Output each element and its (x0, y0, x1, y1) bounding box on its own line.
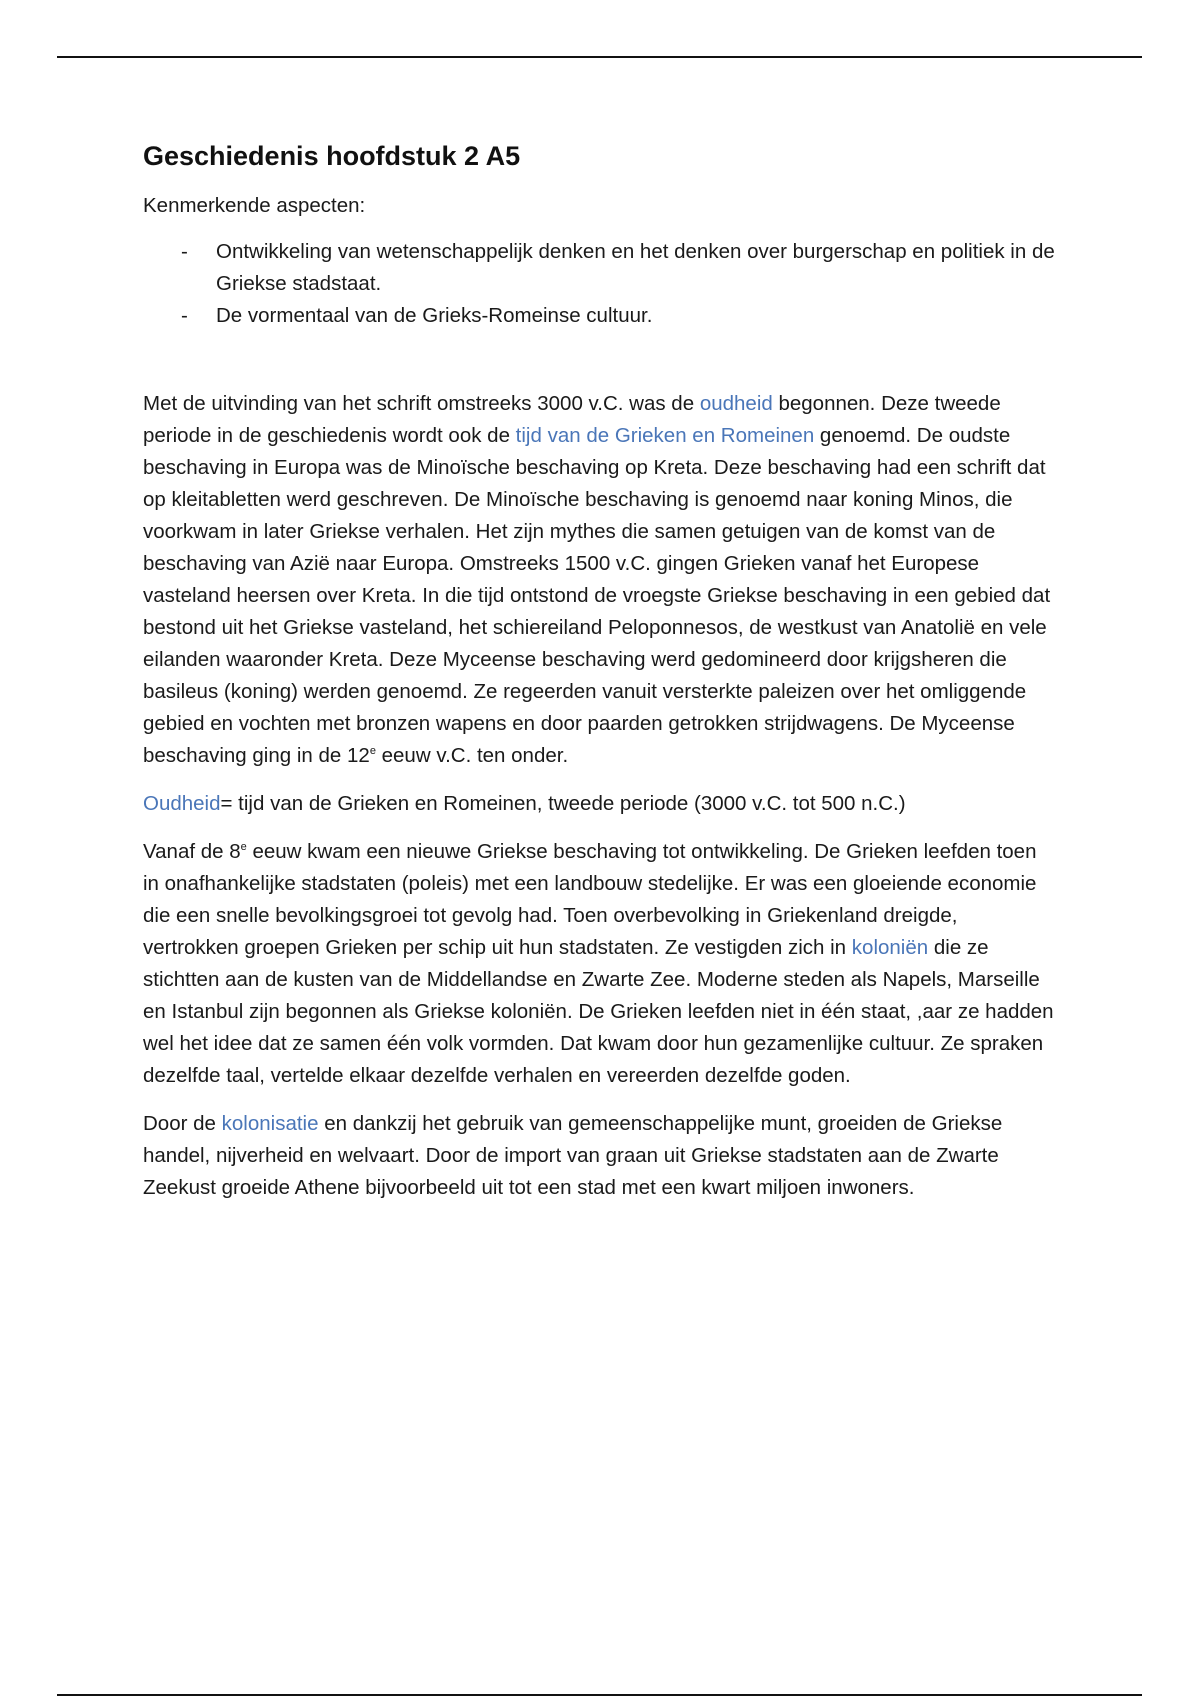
paragraph-kolonisatie (143, 1108, 1058, 1204)
paragraph-text: Vanaf de 8 (143, 840, 241, 864)
header-rule (57, 56, 1142, 58)
paragraph-text: eeuw kwam een nieuwe Griekse beschaving tot ontwikkeling. De Grieken leefden toen in onafhankelijke stadstaten (poleis) met een landbouw stedelijke. Er was een gloeiende economie die een snelle bevolkingsgroei tot gevolg had. Toen overbevolking in Griekenland dreigde, vertrokken groepen Grieken per schip uit hun stadstaten. Ze vestigden zich in (143, 840, 1037, 960)
bullet-dash: - (181, 304, 188, 328)
paragraph-text: Met de uitvinding van het schrift omstreeks 3000 v.C. was de (143, 392, 700, 416)
superscript: e (240, 841, 247, 854)
aspects-label: Kenmerkende aspecten: (143, 194, 366, 218)
list-item (143, 300, 1058, 332)
definition-text: = tijd van de Grieken en Romeinen, tweede periode (3000 v.C. tot 500 n.C.) (220, 792, 906, 816)
paragraph-text: genoemd. De oudste beschaving in Europa was de Minoïsche beschaving op Kreta. Deze beschaving had een schrift dat op kleitabletten werd geschreven. De Minoïsche beschaving is genoemd naar koning Minos, die voorkwam in later Griekse verhalen. Het zijn mythes die samen getuigen van de komst van de beschaving van Azië naar Europa. Omstreeks 1500 v.C. gingen Grieken vanaf het Europese vasteland heersen over Kreta. In die tijd ontstond de vroegste Griekse beschaving in een gebied dat bestond uit het Griekse vasteland, het schiereiland Peloponnesos, de westkust van Anatolië en vele eilanden waaronder Kreta. Deze Myceense beschaving werd gedomineerd door krijgsheren die basileus (koning) werden genoemd. Ze regeerden vanuit versterkte paleizen over het omliggende gebied en vochten met bronzen wapens en door paarden getrokken strijdwagens. De Myceense beschaving ging in de 12 (143, 424, 1051, 768)
term-tijd-grieken-romeinen: tijd van de Grieken en Romeinen (515, 424, 815, 448)
page-title: Geschiedenis hoofdstuk 2 A5 (143, 141, 521, 171)
paragraph-text: Door de (143, 1112, 222, 1136)
term-oudheid-definition: Oudheid (143, 792, 221, 816)
paragraph-kolonien (143, 836, 1058, 1092)
aspect-text: Ontwikkeling van wetenschappelijk denken en het denken over burgerschap en politiek in de Griekse stadstaat. (216, 240, 1055, 296)
paragraph-text: en dankzij het gebruik van gemeenschappelijke munt, groeiden de Griekse handel, nijverheid en welvaart. Door de import van graan uit Griekse stadstaten aan de Zwarte Zeekust groeide Athene bijvoorbeeld uit tot een stad met een kwart miljoen inwoners. (143, 1112, 1003, 1200)
term-kolonisatie: kolonisatie (221, 1112, 319, 1136)
list-item (143, 236, 1058, 300)
paragraph-text: die ze stichtten aan de kusten van de Middellandse en Zwarte Zee. Moderne steden als Napels, Marseille en Istanbul zijn begonnen als Griekse koloniën. De Grieken leefden niet in één staat, ,aar ze hadden wel het idee dat ze samen één volk vormden. Dat kwam door hun gezamenlijke cultuur. Ze spraken dezelfde taal, vertelde elkaar dezelfde verhalen en vereerden dezelfde goden. (143, 936, 1054, 1088)
bullet-dash: - (181, 240, 188, 264)
term-kolonien: koloniën (851, 936, 929, 960)
superscript: e (369, 745, 376, 758)
aspect-text: De vormentaal van de Grieks-Romeinse cultuur. (216, 304, 653, 328)
paragraph-text: begonnen. Deze tweede periode in de geschiedenis wordt ook de (143, 392, 1001, 448)
footer-rule (57, 1694, 1142, 1696)
definition-oudheid (143, 788, 1058, 820)
document-body (143, 140, 1058, 1220)
paragraph-text: eeuw v.C. ten onder. (375, 744, 569, 768)
term-oudheid: oudheid (699, 392, 773, 416)
aspects-list (143, 236, 1058, 332)
paragraph-oudheid (143, 388, 1058, 772)
